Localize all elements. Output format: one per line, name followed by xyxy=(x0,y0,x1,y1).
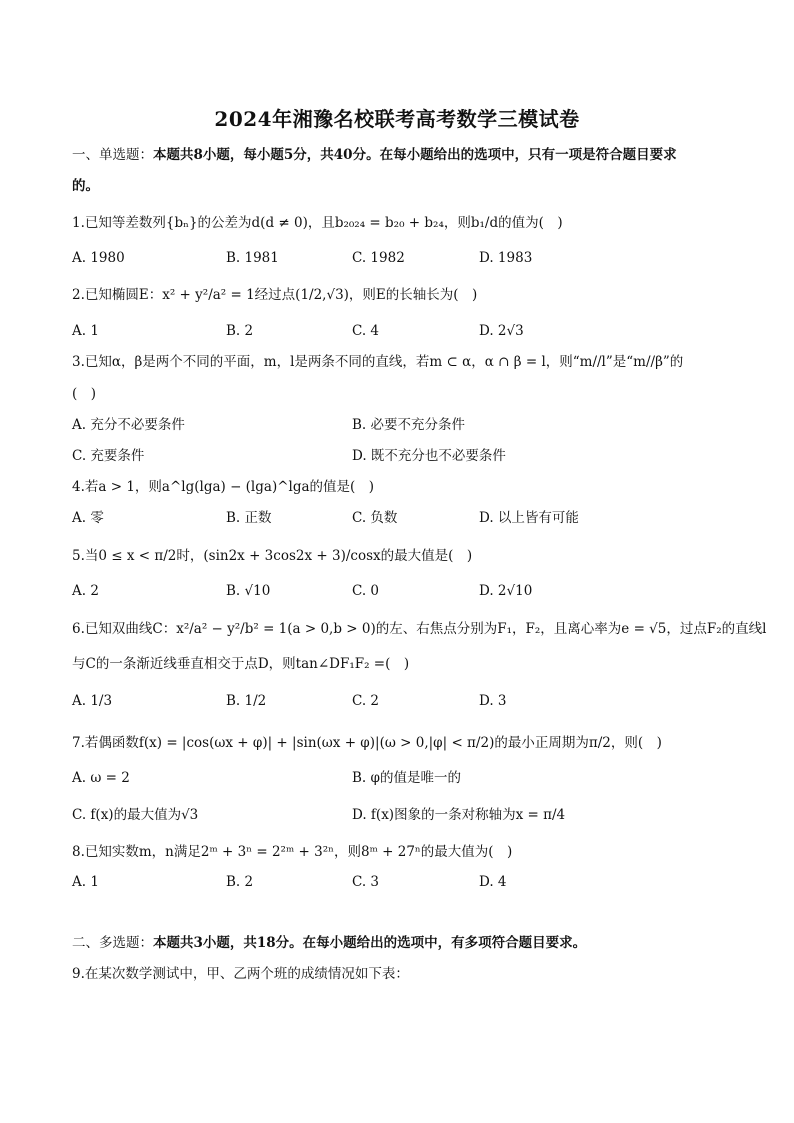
question-3-option-a: A. 充分不必要条件 xyxy=(72,417,185,433)
section-header-continued xyxy=(72,177,724,195)
question-4-stem: 4.若a > 1，则a^lg(lga) − (lga)^lga的值是( ) xyxy=(72,479,375,495)
question-5-option-b: B. √10 xyxy=(226,583,271,599)
question-3-stem: 3.已知α，β是两个不同的平面，m，l是两条不同的直线，若m ⊂ α，α ∩ β = l，则“m//l”是“m//β”的 xyxy=(72,354,684,370)
question-1-option-c: C. 1982 xyxy=(352,250,405,266)
question-5-option-d: D. 2√10 xyxy=(479,583,533,599)
question-6-option-d: D. 3 xyxy=(479,693,507,709)
question-7-stem: 7.若偶函数f(x) = |cos(ωx + φ)| + |sin(ωx + φ)|(ω > 0,|φ| < π/2)的最小正周期为π/2，则( ) xyxy=(72,735,662,751)
question-1-option-b: B. 1981 xyxy=(226,250,279,266)
question-7-option-a: A. ω = 2 xyxy=(72,770,130,786)
section-header-single-choice xyxy=(72,146,724,164)
question-6-stem-continued: 与C的一条渐近线垂直相交于点D，则tan∠DF₁F₂ =( ) xyxy=(72,656,410,672)
section-header-multi-choice xyxy=(72,934,724,952)
section-desc: 本题共8小题，每小题5分，共40分。在每小题给出的选项中，只有一项是符合题目要求 xyxy=(153,147,677,163)
question-2-option-a: A. 1 xyxy=(72,323,99,339)
question-4-option-a: A. 零 xyxy=(72,510,104,526)
question-2-option-b: B. 2 xyxy=(226,323,254,339)
question-6-option-b: B. 1/2 xyxy=(226,693,267,709)
section-label: 二、多选题： xyxy=(72,935,153,951)
question-3-option-c: C. 充要条件 xyxy=(72,448,145,464)
question-7-option-c: C. f(x)的最大值为√3 xyxy=(72,807,199,823)
question-8-option-c: C. 3 xyxy=(352,874,380,890)
question-1-option-d: D. 1983 xyxy=(479,250,533,266)
section-desc-line2: 的。 xyxy=(72,178,99,194)
section-desc: 本题共3小题，共18分。在每小题给出的选项中，有多项符合题目要求。 xyxy=(153,935,587,951)
question-2-stem: 2.已知椭圆E：x² + y²/a² = 1经过点(1/2,√3)，则E的长轴长为( ) xyxy=(72,287,478,303)
question-7-option-d: D. f(x)图象的一条对称轴为x = π/4 xyxy=(352,807,566,823)
question-2-option-c: C. 4 xyxy=(352,323,380,339)
question-3-stem-continued: ( ) xyxy=(72,386,97,402)
question-6-option-a: A. 1/3 xyxy=(72,693,113,709)
question-5-stem: 5.当0 ≤ x < π/2时，(sin2x + 3cos2x + 3)/cosx的最大值是( ) xyxy=(72,548,473,564)
question-8-option-a: A. 1 xyxy=(72,874,99,890)
question-3-option-d: D. 既不充分也不必要条件 xyxy=(352,448,506,464)
section-label: 一、单选题： xyxy=(72,147,153,163)
question-7-option-b: B. φ的值是唯一的 xyxy=(352,770,461,786)
question-4-option-b: B. 正数 xyxy=(226,510,272,526)
question-6-option-c: C. 2 xyxy=(352,693,380,709)
question-1-stem: 1.已知等差数列{bₙ}的公差为d(d ≠ 0)，且b₂₀₂₄ = b₂₀ + b₂₄，则b₁/d的值为( ) xyxy=(72,215,563,231)
question-9-stem: 9.在某次数学测试中，甲、乙两个班的成绩情况如下表： xyxy=(72,966,409,982)
question-1-option-a: A. 1980 xyxy=(72,250,125,266)
question-8-stem: 8.已知实数m，n满足2ᵐ + 3ⁿ = 2²ᵐ + 3²ⁿ，则8ᵐ + 27ⁿ的最大值为( ) xyxy=(72,844,513,860)
question-3-option-b: B. 必要不充分条件 xyxy=(352,417,466,433)
question-5-option-a: A. 2 xyxy=(72,583,99,599)
question-5-option-c: C. 0 xyxy=(352,583,380,599)
page-title: 2024年湘豫名校联考高考数学三模试卷 xyxy=(214,107,580,131)
question-8-option-d: D. 4 xyxy=(479,874,507,890)
question-6-stem: 6.已知双曲线C：x²/a² − y²/b² = 1(a > 0,b > 0)的左、右焦点分别为F₁，F₂，且离心率为e = √5，过点F₂的直线l xyxy=(72,621,767,637)
question-4-option-d: D. 以上皆有可能 xyxy=(479,510,579,526)
question-8-option-b: B. 2 xyxy=(226,874,254,890)
question-4-option-c: C. 负数 xyxy=(352,510,398,526)
question-2-option-d: D. 2√3 xyxy=(479,323,524,339)
